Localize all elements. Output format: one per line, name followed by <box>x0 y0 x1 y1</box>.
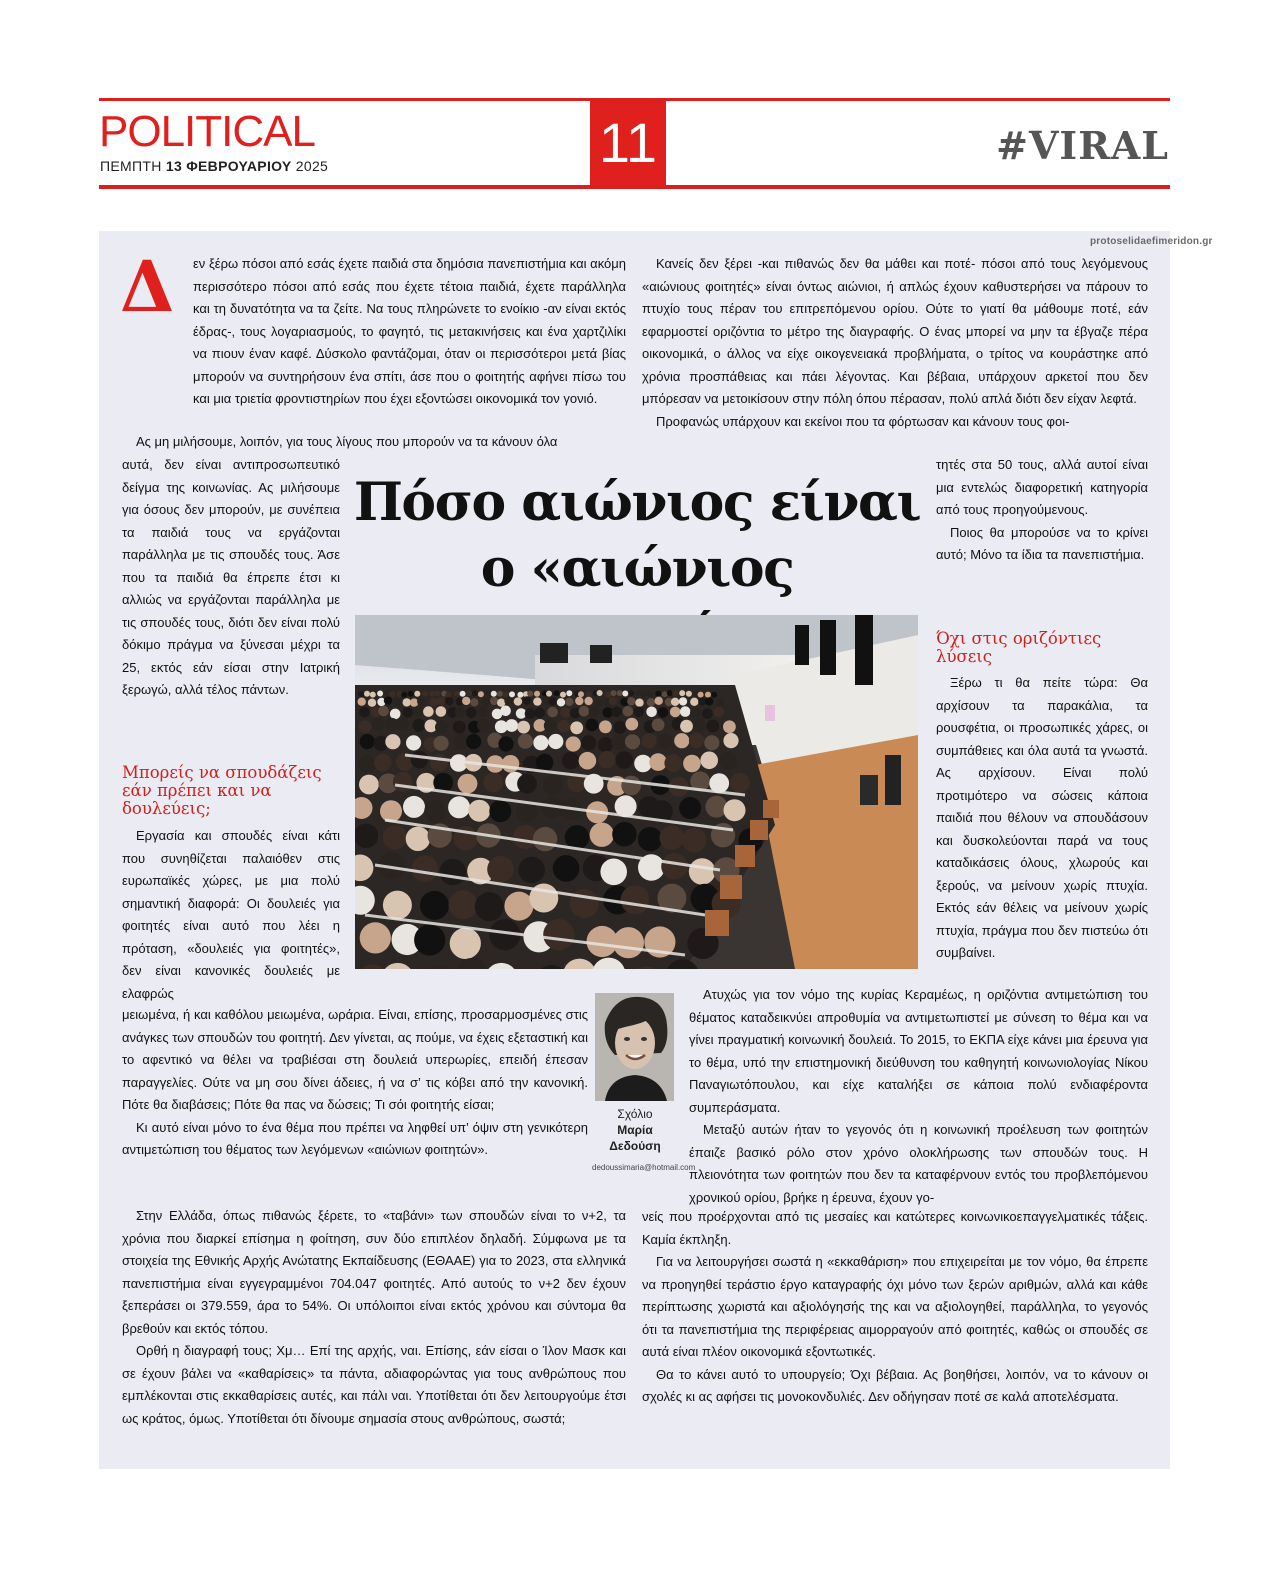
crowd-head <box>560 692 566 698</box>
crowd-head <box>517 692 523 698</box>
crowd-head <box>672 690 678 696</box>
crowd-head <box>638 827 662 851</box>
paragraph: Στην Ελλάδα, όπως πιθανώς ξέρετε, το «ταβάνι» των σπουδών είναι το ν+2, τα χρόνια που διαρκεί επίσημα η φοίτηση, συν δύο επιπλέον δηλαδή. Σύμφωνα με τα στοιχεία της Εθνικής Αρχής Ανώτατης Εκπαίδευσης (ΕΘΑΑΕ) για το 2023, στα ελληνικά πανεπιστήμια είναι εγγεγραμμένοι 704.047 φοιτητές. Από αυτούς το ν+2 δεν έχουν ξεπεράσει οι 379.559, άρα το 54%. Οι υπόλοιποι είναι εκτός χρόνου και σύντομα θα βρεθούν και εκτός τόπου. <box>122 1208 626 1336</box>
crowd-head <box>368 699 376 707</box>
crowd-head <box>671 698 679 706</box>
crowd-head <box>662 691 668 697</box>
crowd-head <box>589 706 600 717</box>
crowd-head <box>686 691 692 697</box>
paragraph: Κανείς δεν ξέρει -και πιθανώς δεν θα μάθει και ποτέ- πόσοι από τους λεγόμενους «αιώνιους φοιτητές» είναι όντως αιώνιοι, ή απλώς έχουν καθυστερήσει να πάρουν το πτυχίο τους πέραν του επιτρεπόμενου ορίου. Ούτε το γιατί θα μάθουμε ποτέ, εάν εφαρμοστεί οριζόντια το μέτρο της διαγραφής. Ο ένας μπορεί να μην τα έβγαζε πέρα οικονομικά, ο άλλος να είχε οικογενειακά προβλήματα, ο τρίτος να κουράστηκε από χρόνια προσπάθειας και πάει λέγοντας. Και βέβαια, υπάρχουν αρκετοί που δεν μπόρεσαν να μετοικίσουν στην πόλη όπου πέρασαν, πολύ απλά διότι δεν είχαν λεφτά. <box>642 256 1148 406</box>
crowd-head <box>549 697 557 705</box>
date-main: 13 ΦΕΒΡΟΥΑΡΙΟΥ <box>165 158 292 174</box>
crowd-head <box>411 751 429 769</box>
crowd-head <box>730 773 750 793</box>
crowd-head <box>403 707 414 718</box>
crowd-head <box>625 718 638 731</box>
crowd-head <box>634 707 645 718</box>
crowd-head <box>423 706 434 717</box>
crowd-head <box>679 797 701 819</box>
brand-logo: POLITICAL <box>99 107 315 156</box>
paragraph: Ξέρω τι θα πείτε τώρα: Θα αρχίσουν τα παρακάλια, τα ρουσφέτια, οι προσωπικές χάρες, οι συμπάθειες και όλα αυτά τα γνωστά. Ας αρχίσουν. Είναι πολύ προτιμότερο να σώσεις κάποια παιδιά που θέλουν να σπουδάσουν και δυσκολεύονται παρά να τους καταδικάσεις όλους, χλωρούς και ξερούς, να μείνουν χωρίς πτυχία. Εκτός εάν θέλεις να μείνουν χωρίς πτυχία, πράγμα που δεν πιστεύω ότι συμβαίνει. <box>936 675 1148 960</box>
crowd-head <box>584 697 592 705</box>
crowd-head <box>466 708 477 719</box>
crowd-head <box>579 752 597 770</box>
crowd-head <box>518 857 545 884</box>
crowd-head <box>523 696 531 704</box>
crowd-head <box>674 733 689 748</box>
crowd-head <box>705 697 713 705</box>
crowd-head <box>406 735 421 750</box>
crowd-head <box>679 690 685 696</box>
crowd-head <box>544 719 557 732</box>
headline-line-2: ο «αιώνιος <box>480 538 794 599</box>
crowd-head <box>525 708 536 719</box>
col1-lower-b <box>122 1205 626 1430</box>
crowd-head <box>646 707 657 718</box>
crowd-head <box>470 698 478 706</box>
crowd-head <box>359 720 372 733</box>
crowd-head <box>723 720 736 733</box>
crowd-head <box>358 698 366 706</box>
crowd-head <box>690 708 701 719</box>
crowd-head <box>655 697 663 705</box>
crowd-head <box>599 720 612 733</box>
author-byline <box>590 1106 680 1154</box>
col1-narrow <box>122 454 340 702</box>
crowd-head <box>478 691 484 697</box>
crowd-head <box>615 751 633 769</box>
crowd-head <box>649 753 667 771</box>
crowd-head <box>716 699 724 707</box>
paragraph: Ας μη μιλήσουμε, λοιπόν, για τους λίγους που μπορούν να τα κάνουν όλα <box>136 434 558 449</box>
crowd-head <box>374 754 392 772</box>
crowd-head <box>706 720 719 733</box>
author-first-name: Μαρία <box>617 1123 653 1137</box>
paragraph: αυτά, δεν είναι αντιπροσωπευτικό δείγμα της κοινωνίας. Ας μιλήσουμε για όσους δεν μπορούν, με συνέπεια τα παιδιά τους να εργάζονται παράλληλα με τις σπουδές τους. Άσε που τα παιδιά θα έπρεπε έτσι κι αλλιώς να εργάζονται παράλληλα με τις σπουδές τους, διότι δεν είναι πολύ δόκιμο πράγμα να ξύνεσαι μέχρι τα 25, εκτός εάν είσαι στην Ιατρική ξερωγώ, αλλά τέλος πάντων. <box>122 457 340 697</box>
crowd-head <box>621 885 650 914</box>
col2-lower-a <box>689 984 1148 1209</box>
crowd-head <box>661 853 688 880</box>
crowd-head <box>448 796 470 818</box>
crowd-head <box>598 751 616 769</box>
crowd-head <box>389 691 395 697</box>
crowd-head <box>378 706 389 717</box>
crowd-head <box>689 733 704 748</box>
crowd-head <box>517 774 537 794</box>
crowd-head <box>622 691 628 697</box>
crowd-head <box>466 690 472 696</box>
crowd-head <box>435 721 448 734</box>
crowd-head <box>377 691 383 697</box>
crowd-head <box>450 928 481 959</box>
crowd-head <box>482 698 490 706</box>
crowd-head <box>570 708 581 719</box>
crowd-head <box>590 823 614 847</box>
subhead-horizontal-solutions: Όχι στις οριζόντιες λύσεις <box>936 629 1102 666</box>
headline-line-1: Πόσο αιώνιος είναι <box>353 472 921 533</box>
crowd-head <box>536 754 554 772</box>
crowd-head <box>614 721 627 734</box>
author-email: dedoussimaria@hotmail.com <box>592 1163 696 1172</box>
crowd-head <box>720 752 738 770</box>
crowd-head <box>504 697 512 705</box>
crowd-head <box>505 719 518 732</box>
crowd-head <box>462 697 470 705</box>
date-day: ΠΕΜΠΤΗ <box>100 158 162 174</box>
crowd-head <box>458 774 478 794</box>
author-portrait <box>595 993 674 1101</box>
crowd-head <box>436 706 447 717</box>
crowd-head <box>453 721 466 734</box>
crowd-head <box>690 698 698 706</box>
crowd-head <box>527 691 533 697</box>
crowd-head <box>679 697 687 705</box>
crowd-head <box>370 692 376 698</box>
crowd-head <box>554 690 560 696</box>
crowd-head <box>413 706 424 717</box>
crowd-head <box>487 856 514 883</box>
crowd-head <box>408 691 414 697</box>
crowd-head <box>647 691 653 697</box>
crowd-head <box>628 690 634 696</box>
crowd-head <box>660 825 684 849</box>
crowd-head <box>655 691 661 697</box>
crowd-head <box>468 800 490 822</box>
crowd-head <box>623 706 634 717</box>
author-label: Σχόλιο <box>617 1107 653 1121</box>
crowd-head <box>478 707 489 718</box>
crowd-head <box>711 692 717 698</box>
col2-narrow-2 <box>936 672 1148 965</box>
crowd-head <box>579 706 590 717</box>
crowd-head <box>385 734 400 749</box>
crowd-head <box>401 692 407 698</box>
section-tag: #VIRAL <box>996 123 1169 168</box>
crowd-head <box>658 707 669 718</box>
paragraph: Ορθή η διαγραφή τους; Χμ… Επί της αρχής, ναι. Επίσης, εάν είσαι ο Ίλον Μασκ και σε έχουν βάλει να «καθαρίσεις» τα πάντα, αδιαφορώντας για τους ανθρώπους που εμπλέκονται στις εκκαθαρίσεις αυτές, και πάλι ναι. Υποτίθεται ότι δεν λειτουργούμε έτσι ως κράτος, όμως. Υποτίθεται ότι δίνουμε σημασία στους ανθρώπους, σωστά; <box>122 1343 626 1426</box>
crowd-head <box>360 922 391 953</box>
crowd-head <box>414 691 420 697</box>
crowd-head <box>403 796 425 818</box>
crowd-head <box>534 691 540 697</box>
crowd-head <box>702 708 713 719</box>
crowd-head <box>498 736 513 751</box>
crowd-head <box>546 691 552 697</box>
crowd-head <box>434 691 440 697</box>
col2-lower-b <box>642 1206 1148 1409</box>
crowd-head <box>372 718 385 731</box>
crowd-head <box>359 775 379 795</box>
crowd-head <box>562 752 580 770</box>
crowd-head <box>609 697 617 705</box>
crowd-head <box>700 752 718 770</box>
crowd-head <box>434 736 449 751</box>
crowd-head <box>517 721 530 734</box>
crowd-head <box>460 691 466 697</box>
crowd-head <box>491 691 497 697</box>
crowd-head <box>714 707 725 718</box>
crowd-head <box>557 720 570 733</box>
crowd-head <box>704 735 719 750</box>
crowd-head <box>509 691 515 697</box>
crowd-head <box>598 737 613 752</box>
crowd-head <box>667 690 673 696</box>
lecture-hall-illustration <box>355 615 918 969</box>
crowd-head <box>575 697 583 705</box>
crowd-head <box>413 719 426 732</box>
crowd-head <box>449 890 478 919</box>
crowd-head <box>565 825 589 849</box>
crowd-head <box>417 697 425 705</box>
crowd-head <box>359 756 377 774</box>
issue-date <box>100 158 328 174</box>
paragraph: Θα το κάνει αυτό το υπουργείο; Όχι βέβαια. Ας βοηθήσει, λοιπόν, να το κάνουν οι σχολές κι ας αφήσει τις μονοκονδυλιές. Δεν οδήγησαν ποτέ σε καλά αποτελέσματα. <box>642 1366 1148 1404</box>
crowd-head <box>689 858 716 885</box>
crowd-head <box>393 698 401 706</box>
crowd-head <box>490 697 498 705</box>
crowd-head <box>489 800 511 822</box>
crowd-head <box>586 692 592 698</box>
source-watermark: protoselidaefimeridon.gr <box>1090 236 1213 247</box>
page-number: 11 <box>590 101 666 185</box>
crowd-head <box>393 772 413 792</box>
crowd-head <box>410 698 418 706</box>
drop-cap: Δ <box>120 245 175 328</box>
crowd-head <box>682 828 706 852</box>
paragraph: νείς που προέρχονται από τις μεσαίες και κατώτερες κοινωνικοεπαγγελματικές τάξεις. Καμία έκπληξη. <box>642 1209 1148 1247</box>
crowd-head <box>359 691 365 697</box>
crowd-head <box>611 735 626 750</box>
col1-narrow-2 <box>122 825 340 1005</box>
crowd-head <box>414 924 445 955</box>
crowd-head <box>364 691 370 697</box>
crowd-head <box>383 891 412 920</box>
crowd-head <box>518 734 533 749</box>
crowd-head <box>705 692 711 698</box>
crowd-head <box>642 733 657 748</box>
crowd-head <box>504 892 533 921</box>
crowd-head <box>396 718 409 731</box>
crowd-head <box>680 706 691 717</box>
crowd-head <box>543 919 574 950</box>
crowd-head <box>445 697 453 705</box>
crowd-head <box>634 755 652 773</box>
crowd-head <box>621 776 641 796</box>
paragraph: Ατυχώς για τον νόμο της κυρίας Κεραμέως, η οριζόντια αντιμετώπιση του θέματος καταδεικνύει απροθυμία να αντιμετωπιστεί με σύνεση το θέμα και να γίνει πραγματική κοινωνική δουλειά. Το 2015, το ΕΚΠΑ είχε κάνει μια έρευνα για το θέμα, υπό την επιστημονική διεύθυνση του καθηγητή κοινωνιολογίας Νίκου Παναγιωτόπουλου, και είχε καταλήξει σε κάποια πολύ ενδιαφέροντα συμπεράσματα. <box>689 987 1148 1115</box>
paragraph: Κι αυτό είναι μόνο το ένα θέμα που πρέπει να ληφθεί υπ’ όψιν στη γενικότερη αντιμετώπιση του θέματος των λεγόμενων «αιώνιων φοιτητών». <box>122 1119 588 1157</box>
crowd-head <box>466 734 481 749</box>
crowd-head <box>383 825 407 849</box>
crowd-head <box>430 698 438 706</box>
crowd-head <box>360 734 375 749</box>
crowd-head <box>680 720 693 733</box>
crowd-head <box>670 707 681 718</box>
paragraph: Εργασία και σπουδές είναι κάτι που συνηθίζεται παλαιόθεν στις ευρωπαϊκές χώρες, με μια πολύ σημαντική διαφορά: Οι δουλειές για φοιτητές είναι αυτό που λέει η πρόταση, «δουλειές για φοιτητές», δεν είναι κανονικές δουλειές με ελαφρώς <box>122 828 340 1001</box>
crowd-head <box>565 698 573 706</box>
crowd-head <box>566 736 581 751</box>
crowd-head <box>390 709 401 720</box>
paragraph: Ποιος θα μπορούσε να το κρίνει αυτό; Μόνο τα ίδια τα πανεπιστήμια. <box>936 524 1148 562</box>
crowd-head <box>403 698 411 706</box>
crowd-head <box>430 754 448 772</box>
author-last-name: Δεδούση <box>609 1139 661 1153</box>
paragraph: τητές στα 50 τους, αλλά αυτοί είναι μια εντελώς διαφορετική κατηγορία από τους προηγούμενους. <box>936 457 1148 517</box>
crowd-head <box>384 696 392 704</box>
crowd-head <box>455 707 466 718</box>
crowd-head <box>422 691 428 697</box>
crowd-head <box>454 691 460 697</box>
crowd-head <box>605 692 611 698</box>
paragraph: Για να λειτουργήσει σωστά η «εκκαθάριση» που επιχειρείται με τον νόμο, θα έπρεπε να προηγηθεί τεράστιο έργο καταγραφής όχι μόνο των ξερών αριθμών, αλλά και κάθε περίπτωσης χωριστά και αξιολόγησής της και να αξιολογηθεί, παράλληλα, το γεγονός ότι τα πανεπιστήμια της περιφέρειας αιμορραγούν από φοιτητές, καθώς οι σπουδές σε αυτά είναι πλέον οικονομικά εξοντωτικές. <box>642 1254 1148 1359</box>
col2-top <box>642 253 1148 433</box>
crowd-head <box>612 822 636 846</box>
crowd-head <box>627 697 635 705</box>
lecture-hall-photo <box>355 615 918 969</box>
paragraph: Μεταξύ αυτών ήταν το γεγονός ότι η κοινωνική προέλευση των φοιτητών έπαιζε βασικό ρόλο στον χρόνο ολοκλήρωσης των σπουδών τους. Η πλειονότητα των φοιτητών που δεν τα καταφέρνουν εντός του προβλεπόμενου χρονικού ορίου, βρήκε η έρευνα, έχουν γο- <box>689 1122 1148 1205</box>
subhead-work-study: Μπορείς να σπουδάζεις εάν πρέπει και να δουλεύεις; <box>122 763 322 818</box>
crowd-head <box>380 800 402 822</box>
crowd-head <box>406 827 430 851</box>
crowd-head <box>652 718 665 731</box>
col1-p2a <box>122 431 626 454</box>
crowd-head <box>611 707 622 718</box>
crowd-head <box>641 691 647 697</box>
crowd-head <box>613 927 644 958</box>
crowd-head <box>693 719 706 732</box>
crowd-head <box>723 733 738 748</box>
crowd-head <box>472 690 478 696</box>
crowd-head <box>625 734 640 749</box>
crowd-head <box>475 892 504 921</box>
crowd-head <box>557 698 565 706</box>
crowd-head <box>560 707 571 718</box>
crowd-head <box>439 859 466 886</box>
crowd-head <box>553 855 580 882</box>
crowd-head <box>724 799 746 821</box>
crowd-head <box>533 735 548 750</box>
crowd-head <box>597 690 603 696</box>
crowd-head <box>698 692 704 698</box>
paragraph: Προφανώς υπάρχουν και εκείνοι που τα φόρτωσαν και κάνουν τους φοι- <box>656 413 1070 429</box>
crowd-head <box>500 706 511 717</box>
crowd-head <box>581 735 596 750</box>
crowd-head <box>477 719 490 732</box>
author-portrait-image <box>595 993 674 1101</box>
crowd-head <box>503 691 509 697</box>
crowd-head <box>664 754 682 772</box>
crowd-head <box>543 775 563 795</box>
crowd-head <box>534 708 545 719</box>
crowd-head <box>547 707 558 718</box>
crowd-head <box>683 755 701 773</box>
crowd-head <box>635 699 643 707</box>
crowd-head <box>497 699 505 707</box>
col2-narrow <box>936 454 1148 567</box>
crowd-head <box>611 690 617 696</box>
crowd-head <box>533 697 541 705</box>
crowd-head <box>533 827 557 851</box>
crowd-head <box>566 690 572 696</box>
crowd-head <box>437 697 445 705</box>
crowd-head <box>514 697 522 705</box>
crowd-head <box>359 707 370 718</box>
crowd-head <box>502 755 520 773</box>
crowd-head <box>412 855 439 882</box>
crowd-head <box>647 698 655 706</box>
crowd-head <box>586 719 599 732</box>
masthead-bottom-rule <box>99 185 1170 189</box>
crowd-head <box>497 691 503 697</box>
crowd-head <box>570 889 599 918</box>
date-year: 2025 <box>295 158 329 174</box>
col1-intro <box>193 253 626 411</box>
crowd-head <box>484 773 504 793</box>
crowd-head <box>570 721 583 734</box>
crowd-head <box>595 699 603 707</box>
crowd-head <box>578 691 584 697</box>
crowd-head <box>420 891 449 920</box>
crowd-head <box>384 690 390 696</box>
crowd-head <box>600 859 627 886</box>
crowd-head <box>617 690 623 696</box>
crowd-head <box>548 734 563 749</box>
crowd-head <box>424 800 446 822</box>
crowd-head <box>445 692 451 698</box>
crowd-head <box>657 734 672 749</box>
intro-paragraph: εν ξέρω πόσοι από εσάς έχετε παιδιά στα δημόσια πανεπιστήμια και ακόμη περισσότερο πόσοι από εσάς που έχετε τέτοια παιδιά, έχετε παράλληλα και τη δυνατότητα να τα ζείτε. Να τους πληρώνετε το ενοίκιο -αν είναι εκτός έδρας-, τους λογαριασμούς, το φαγητό, τις μετακινήσεις και ένα χαρτζιλίκι να πιουν έναν καφέ. Δύσκολο φαντάζομαι, όταν οι περισσότεροι μετά βίας μπορούν να συντηρήσουν ένα σπίτι, άσε που ο φοιτητής αφήνει πίσω του και μια τριετία φροντιστηρίων που έχει εξοντώσει οικονομικά τον γονιό. <box>193 256 626 406</box>
col1-lower-a <box>122 1004 588 1162</box>
paragraph: μειωμένα, ή και καθόλου μειωμένα, ωράρια. Είναι, επίσης, προσαρμοσμένες στις ανάγκες των σπουδών του φοιτητή. Δεν γίνεται, ας πούμε, να έχεις εξεταστική και το αφεντικό να θέλει να τραβιέσαι στη δουλειά υπερωρίες, επειδή έπεσαν παραγγελίες. Ούτε να μη σου δίνει άδειες, ή να σ’ τις κόβει από την κανονική. Πότε θα διαβάσεις; Πότε θα πας να δώσεις; Τι σόι φοιτητής είσαι; <box>122 1007 588 1112</box>
